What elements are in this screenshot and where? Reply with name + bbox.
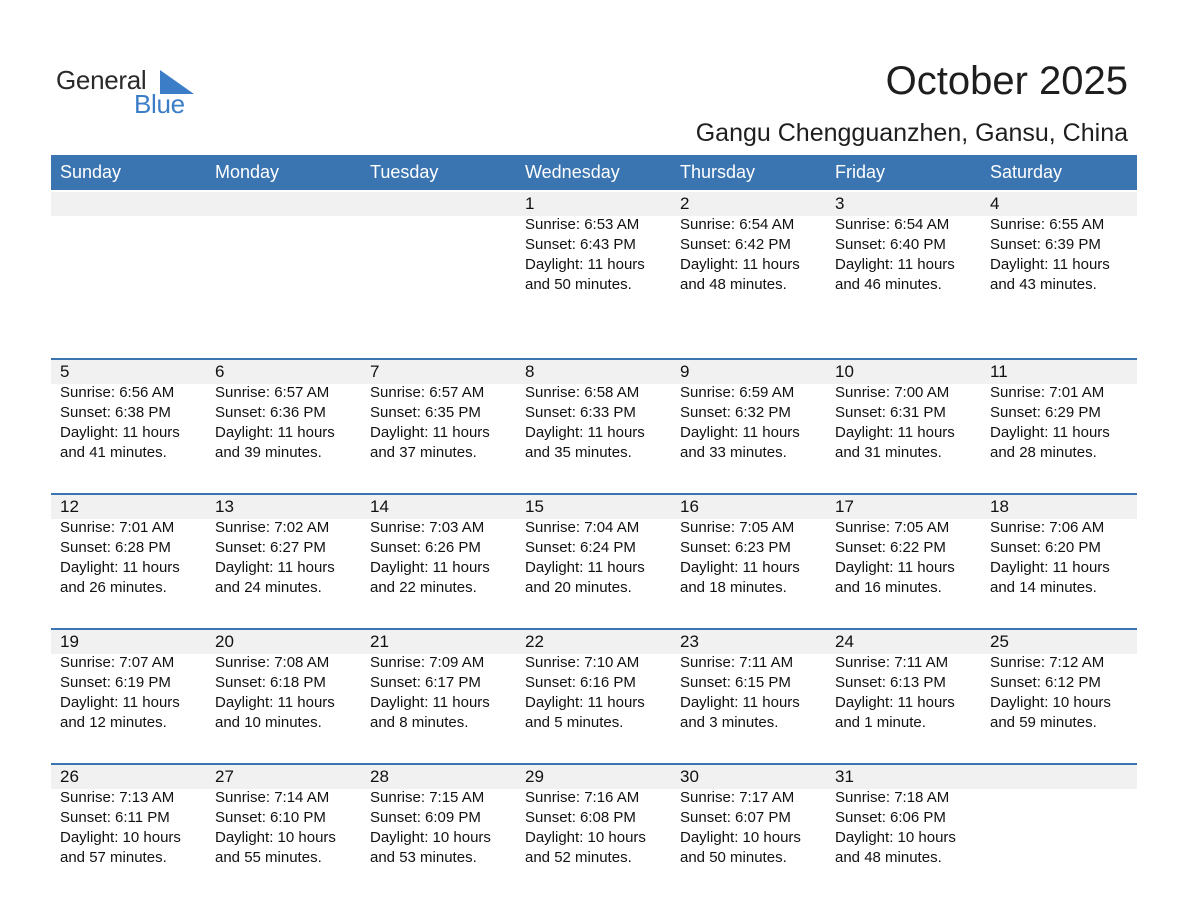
empty-day-cell [361, 190, 516, 295]
daylight-text: Daylight: 11 hours [680, 424, 800, 441]
calendar-week-row [51, 358, 1137, 493]
day-cell [516, 630, 671, 733]
daylight-text: Daylight: 11 hours [215, 559, 335, 576]
sunset-text: Sunset: 6:36 PM [215, 404, 326, 421]
daylight-text: Daylight: 11 hours [835, 694, 955, 711]
day-number: 26 [60, 767, 79, 786]
daylight-text: Daylight: 11 hours [990, 559, 1110, 576]
calendar-week-row [51, 190, 1137, 358]
day-cell [826, 495, 981, 598]
day-cell [206, 360, 361, 463]
day-number: 12 [60, 497, 79, 516]
daylight-minutes-text: and 28 minutes. [990, 444, 1097, 461]
calendar-week-row [51, 493, 1137, 628]
sunset-text: Sunset: 6:24 PM [525, 539, 636, 556]
sunset-text: Sunset: 6:29 PM [990, 404, 1101, 421]
day-number: 19 [60, 632, 79, 651]
daylight-minutes-text: and 12 minutes. [60, 714, 167, 731]
day-number: 4 [990, 194, 1000, 213]
daylight-minutes-text: and 14 minutes. [990, 579, 1097, 596]
sunrise-text: Sunrise: 7:16 AM [525, 789, 640, 806]
sunset-text: Sunset: 6:09 PM [370, 809, 481, 826]
daylight-minutes-text: and 1 minute. [835, 714, 926, 731]
day-cell [826, 190, 981, 295]
daylight-minutes-text: and 57 minutes. [60, 849, 167, 866]
sunrise-text: Sunrise: 6:57 AM [370, 384, 485, 401]
sunset-text: Sunset: 6:22 PM [835, 539, 946, 556]
day-cell [516, 190, 671, 295]
day-number: 20 [215, 632, 234, 651]
day-cell [981, 630, 1137, 733]
location-subtitle: Gangu Chengguanzhen, Gansu, China [695, 119, 1128, 147]
daylight-text: Daylight: 11 hours [215, 694, 335, 711]
day-cell [671, 630, 826, 733]
sunrise-text: Sunrise: 6:53 AM [525, 216, 640, 233]
daylight-text: Daylight: 11 hours [60, 694, 180, 711]
daylight-minutes-text: and 41 minutes. [60, 444, 167, 461]
daylight-minutes-text: and 33 minutes. [680, 444, 787, 461]
daylight-text: Daylight: 11 hours [525, 256, 645, 273]
sunset-text: Sunset: 6:11 PM [60, 809, 170, 826]
logo-text-blue: Blue [134, 89, 185, 119]
daylight-text: Daylight: 11 hours [835, 559, 955, 576]
daylight-minutes-text: and 43 minutes. [990, 276, 1097, 293]
day-number: 13 [215, 497, 234, 516]
sunset-text: Sunset: 6:23 PM [680, 539, 791, 556]
sunset-text: Sunset: 6:07 PM [680, 809, 791, 826]
weekday-header: Sunday [60, 162, 122, 182]
weekday-header: Friday [835, 162, 886, 182]
daylight-text: Daylight: 10 hours [525, 829, 646, 846]
empty-day-cell [981, 765, 1137, 868]
daylight-minutes-text: and 48 minutes. [835, 849, 942, 866]
sunrise-text: Sunrise: 7:09 AM [370, 654, 485, 671]
day-number: 15 [525, 497, 544, 516]
sunrise-text: Sunrise: 6:59 AM [680, 384, 795, 401]
daylight-text: Daylight: 11 hours [60, 424, 180, 441]
daylight-text: Daylight: 10 hours [370, 829, 491, 846]
sunset-text: Sunset: 6:08 PM [525, 809, 636, 826]
day-number: 11 [990, 362, 1008, 381]
empty-day-cell [51, 190, 206, 295]
sunrise-text: Sunrise: 7:17 AM [680, 789, 795, 806]
day-cell [206, 630, 361, 733]
day-cell [516, 765, 671, 868]
daylight-minutes-text: and 18 minutes. [680, 579, 787, 596]
calendar-week-row [51, 628, 1137, 763]
sunset-text: Sunset: 6:32 PM [680, 404, 791, 421]
daylight-text: Daylight: 11 hours [215, 424, 335, 441]
day-number: 7 [370, 362, 380, 381]
sunrise-text: Sunrise: 6:54 AM [835, 216, 950, 233]
day-number: 9 [680, 362, 690, 381]
day-number: 29 [525, 767, 544, 786]
daylight-minutes-text: and 22 minutes. [370, 579, 477, 596]
sunset-text: Sunset: 6:06 PM [835, 809, 946, 826]
day-number: 21 [370, 632, 389, 651]
day-number: 3 [835, 194, 845, 213]
daylight-text: Daylight: 11 hours [680, 559, 800, 576]
daylight-text: Daylight: 11 hours [835, 256, 955, 273]
sunset-text: Sunset: 6:10 PM [215, 809, 326, 826]
sunset-text: Sunset: 6:13 PM [835, 674, 946, 691]
day-number: 30 [680, 767, 699, 786]
sunset-text: Sunset: 6:40 PM [835, 236, 946, 253]
day-number: 17 [835, 497, 854, 516]
page-title: October 2025 [885, 59, 1128, 103]
day-number: 5 [60, 362, 70, 381]
day-cell [826, 630, 981, 733]
daylight-minutes-text: and 53 minutes. [370, 849, 477, 866]
week-cells [51, 630, 1137, 733]
day-number: 23 [680, 632, 699, 651]
logo-text-general: General [56, 65, 147, 95]
sunrise-text: Sunrise: 7:06 AM [990, 519, 1105, 536]
sunrise-text: Sunrise: 7:08 AM [215, 654, 330, 671]
daylight-minutes-text: and 55 minutes. [215, 849, 322, 866]
day-cell [671, 190, 826, 295]
sunrise-text: Sunrise: 7:14 AM [215, 789, 330, 806]
sunset-text: Sunset: 6:33 PM [525, 404, 636, 421]
sunrise-text: Sunrise: 7:02 AM [215, 519, 330, 536]
daylight-minutes-text: and 39 minutes. [215, 444, 322, 461]
daylight-minutes-text: and 24 minutes. [215, 579, 322, 596]
daylight-minutes-text: and 26 minutes. [60, 579, 167, 596]
day-number: 6 [215, 362, 225, 381]
calendar-weeks [51, 190, 1137, 898]
brand-logo [56, 64, 196, 120]
day-cell [981, 495, 1137, 598]
day-cell [361, 495, 516, 598]
week-cells [51, 495, 1137, 598]
day-cell [826, 360, 981, 463]
daylight-text: Daylight: 11 hours [525, 424, 645, 441]
sunset-text: Sunset: 6:39 PM [990, 236, 1101, 253]
sunrise-text: Sunrise: 7:00 AM [835, 384, 950, 401]
sunrise-text: Sunrise: 6:54 AM [680, 216, 795, 233]
daylight-text: Daylight: 11 hours [525, 694, 645, 711]
sunrise-text: Sunrise: 7:18 AM [835, 789, 950, 806]
sunset-text: Sunset: 6:26 PM [370, 539, 481, 556]
day-number: 2 [680, 194, 690, 213]
sunrise-text: Sunrise: 7:11 AM [835, 654, 949, 671]
calendar-week-row [51, 763, 1137, 898]
sunrise-text: Sunrise: 7:01 AM [990, 384, 1105, 401]
sunset-text: Sunset: 6:15 PM [680, 674, 791, 691]
sunset-text: Sunset: 6:35 PM [370, 404, 481, 421]
daylight-minutes-text: and 20 minutes. [525, 579, 632, 596]
sunrise-text: Sunrise: 6:55 AM [990, 216, 1105, 233]
day-number: 14 [370, 497, 389, 516]
sunset-text: Sunset: 6:12 PM [990, 674, 1101, 691]
day-cell [51, 360, 206, 463]
daylight-text: Daylight: 10 hours [215, 829, 336, 846]
sunset-text: Sunset: 6:28 PM [60, 539, 171, 556]
daylight-text: Daylight: 11 hours [680, 256, 800, 273]
day-cell [361, 360, 516, 463]
daylight-text: Daylight: 10 hours [680, 829, 801, 846]
daylight-minutes-text: and 52 minutes. [525, 849, 632, 866]
day-cell [671, 360, 826, 463]
daylight-text: Daylight: 11 hours [680, 694, 800, 711]
day-cell [51, 765, 206, 868]
daylight-minutes-text: and 3 minutes. [680, 714, 779, 731]
sunrise-text: Sunrise: 7:13 AM [60, 789, 175, 806]
daylight-minutes-text: and 16 minutes. [835, 579, 942, 596]
daylight-text: Daylight: 11 hours [835, 424, 955, 441]
day-number: 18 [990, 497, 1009, 516]
daylight-minutes-text: and 5 minutes. [525, 714, 624, 731]
sunrise-text: Sunrise: 7:10 AM [525, 654, 640, 671]
day-cell [671, 765, 826, 868]
daylight-text: Daylight: 11 hours [525, 559, 645, 576]
day-number: 24 [835, 632, 854, 651]
sunset-text: Sunset: 6:16 PM [525, 674, 636, 691]
weekday-header: Wednesday [525, 162, 620, 182]
sunset-text: Sunset: 6:27 PM [215, 539, 326, 556]
day-cell [981, 360, 1137, 463]
sunset-text: Sunset: 6:18 PM [215, 674, 326, 691]
daylight-minutes-text: and 31 minutes. [835, 444, 942, 461]
week-cells [51, 190, 1137, 295]
sunrise-text: Sunrise: 7:07 AM [60, 654, 175, 671]
daylight-minutes-text: and 50 minutes. [525, 276, 632, 293]
day-cell [51, 630, 206, 733]
sunrise-text: Sunrise: 6:58 AM [525, 384, 640, 401]
sunrise-text: Sunrise: 7:05 AM [835, 519, 950, 536]
day-cell [206, 495, 361, 598]
weekday-header-row [51, 155, 1137, 190]
day-cell [361, 630, 516, 733]
day-number: 16 [680, 497, 699, 516]
daylight-text: Daylight: 11 hours [990, 424, 1110, 441]
daylight-text: Daylight: 11 hours [370, 424, 490, 441]
daylight-text: Daylight: 11 hours [60, 559, 180, 576]
week-cells [51, 765, 1137, 868]
day-cell [516, 495, 671, 598]
day-number: 22 [525, 632, 544, 651]
sunset-text: Sunset: 6:38 PM [60, 404, 171, 421]
week-cells [51, 360, 1137, 463]
sunrise-text: Sunrise: 7:01 AM [60, 519, 175, 536]
day-cell [206, 765, 361, 868]
day-number: 28 [370, 767, 389, 786]
sunset-text: Sunset: 6:31 PM [835, 404, 946, 421]
daylight-text: Daylight: 10 hours [60, 829, 181, 846]
daylight-minutes-text: and 59 minutes. [990, 714, 1097, 731]
day-cell [361, 765, 516, 868]
daylight-minutes-text: and 37 minutes. [370, 444, 477, 461]
daylight-text: Daylight: 10 hours [835, 829, 956, 846]
sunrise-text: Sunrise: 7:12 AM [990, 654, 1105, 671]
daylight-minutes-text: and 46 minutes. [835, 276, 942, 293]
daylight-text: Daylight: 11 hours [990, 256, 1110, 273]
daylight-minutes-text: and 48 minutes. [680, 276, 787, 293]
day-number: 8 [525, 362, 535, 381]
sunrise-text: Sunrise: 7:05 AM [680, 519, 795, 536]
daylight-minutes-text: and 35 minutes. [525, 444, 632, 461]
day-cell [516, 360, 671, 463]
sunset-text: Sunset: 6:20 PM [990, 539, 1101, 556]
sunrise-text: Sunrise: 7:03 AM [370, 519, 485, 536]
weekday-header: Monday [215, 162, 280, 182]
day-cell [671, 495, 826, 598]
empty-day-cell [206, 190, 361, 295]
day-number: 1 [525, 194, 535, 213]
sunset-text: Sunset: 6:42 PM [680, 236, 791, 253]
daylight-minutes-text: and 50 minutes. [680, 849, 787, 866]
sunrise-text: Sunrise: 7:15 AM [370, 789, 485, 806]
day-number: 25 [990, 632, 1009, 651]
weekday-header: Tuesday [370, 162, 439, 182]
sunset-text: Sunset: 6:19 PM [60, 674, 171, 691]
sunrise-text: Sunrise: 7:11 AM [680, 654, 794, 671]
day-number: 10 [835, 362, 854, 381]
daylight-text: Daylight: 11 hours [370, 694, 490, 711]
day-cell [51, 495, 206, 598]
daylight-minutes-text: and 10 minutes. [215, 714, 322, 731]
day-number: 27 [215, 767, 234, 786]
sunrise-text: Sunrise: 6:56 AM [60, 384, 175, 401]
weekday-header: Saturday [990, 162, 1063, 182]
weekday-header: Thursday [680, 162, 756, 182]
sunrise-text: Sunrise: 6:57 AM [215, 384, 330, 401]
day-cell [826, 765, 981, 868]
daylight-text: Daylight: 11 hours [370, 559, 490, 576]
sunset-text: Sunset: 6:17 PM [370, 674, 481, 691]
daylight-minutes-text: and 8 minutes. [370, 714, 469, 731]
day-number: 31 [835, 767, 854, 786]
sunset-text: Sunset: 6:43 PM [525, 236, 636, 253]
daylight-text: Daylight: 10 hours [990, 694, 1111, 711]
day-cell [981, 190, 1137, 295]
calendar-grid [51, 155, 1137, 898]
sunrise-text: Sunrise: 7:04 AM [525, 519, 640, 536]
